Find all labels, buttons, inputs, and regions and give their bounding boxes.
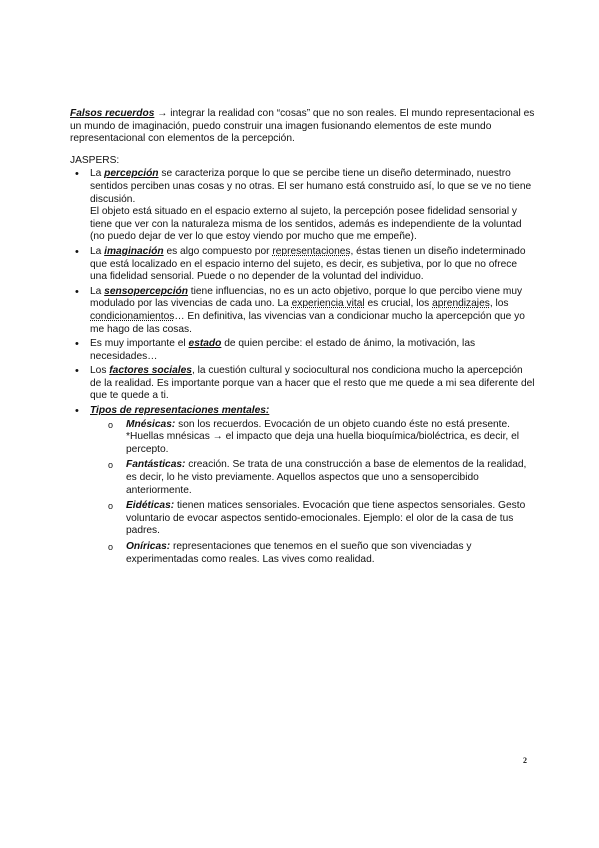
term-aprendizajes: aprendizajes (432, 298, 490, 310)
intro-term: Falsos recuerdos (70, 108, 155, 119)
list-item-imaginacion: • La imaginación es algo compuesto por representaciones, éstas tienen un diseño indeterminado que está localizado en el espacio interno del sujeto, es decir, es subjetiva, por lo que no ofrece una fidelidad sensorial. Puede o no depender de la voluntad del individuo. (90, 246, 535, 284)
page-number: 2 (523, 756, 527, 765)
term-tipos-representaciones: Tipos de representaciones mentales: (90, 405, 270, 417)
jaspers-list (70, 168, 535, 566)
list-item-sensopercepcion: • La sensopercepción tiene influencias, no es un acto objetivo, porque lo que percibo viene muy modulado por las vivencias de cada uno. La experiencia vital es crucial, los aprendizajes, los condicionamientos… En definitiva, las vivencias van a condicionar mucho la apercepción que yo me hago de las cosas. (90, 286, 535, 336)
document-body (70, 108, 535, 569)
intro-text: → integrar la realidad con “cosas” que no son reales. El mundo representacional es un mundo de imaginación, puedo construir una imagen fusionando elementos de este mundo representacional con elementos de la percepción. (70, 108, 535, 145)
term-fantasticas: Fantásticas: (126, 459, 186, 471)
term-sensopercepcion: sensopercepción (104, 285, 188, 297)
term-eideticas: Eidéticas: (126, 500, 175, 512)
sublist-item-mnesicas: o Mnésicas: son los recuerdos. Evocación de un objeto cuando éste no está presente. *Huellas mnésicas → el impacto que deja una huella bioquímica/bioléctrica, es decir, el percepto. (126, 419, 535, 457)
term-percepcion: percepción (104, 168, 159, 180)
sublist-item-fantasticas: o Fantásticas: creación. Se trata de una construcción a base de elementos de la realidad, es decir, lo he visto previamente. Aquellos aspectos que uno a sensopercibido anteriormente. (126, 459, 535, 497)
intro-paragraph (70, 108, 535, 146)
term-representaciones: representaciones (272, 245, 351, 257)
term-factores-sociales: factores sociales (109, 365, 192, 377)
list-item-percepcion: • La percepción se caracteriza porque lo que se percibe tiene un diseño determinado, nuestro sentidos perciben unas cosas y no otras. El ser humano está construido así, lo que se ve no tiene discusión. El objeto está situado en el espacio externo al sujeto, la percepción posee fidelidad sensorial y tiene que ver con la naturaleza misma de los sentidos, además es independiente de la voluntad (no puedo dejar de ver lo que estoy viendo por mucho que me empeñe). (90, 168, 535, 244)
list-item-estado: • Es muy importante el estado de quien percibe: el estado de ánimo, la motivación, las necesidades… (90, 338, 535, 363)
term-estado: estado (188, 338, 222, 350)
jaspers-label: JASPERS: (70, 154, 120, 166)
term-oniricas: Oníricas: (126, 541, 171, 552)
term-imaginacion: imaginación (104, 245, 164, 257)
term-experiencia-vital: experiencia vital (291, 298, 365, 310)
sublist-item-eideticas: o Eidéticas: tienen matices sensoriales. Evocación que tiene aspectos sensoriales. Gesto voluntario de evocar aspectos sentido-emocionales. Ejemplo: el olor de la casa de tus padres. (126, 500, 535, 538)
tipos-sublist (90, 419, 535, 567)
list-item-factores-sociales: • Los factores sociales, la cuestión cultural y sociocultural nos condiciona mucho la apercepción de la realidad. Es importante porque van a hacer que el resto que me quede a mi sea diferente del que te quede a ti. (90, 365, 535, 403)
percepcion-text-2: El objeto está situado en el espacio externo al sujeto, la percepción posee fidelidad sensorial y tiene que ver con la naturaleza misma de los sentidos, además es independiente de la voluntad (no puedo dejar de ver lo que estoy viendo por mucho que me empeñe). (90, 206, 522, 243)
term-mnesicas: Mnésicas: (126, 418, 176, 430)
term-condicionamientos: condicionamientos (90, 310, 175, 322)
list-item-tipos (90, 405, 535, 566)
sublist-item-oniricas: o Oníricas: representaciones que tenemos en el sueño que son vivenciadas y experimentadas como reales. Las vives como realidad. (126, 541, 535, 566)
